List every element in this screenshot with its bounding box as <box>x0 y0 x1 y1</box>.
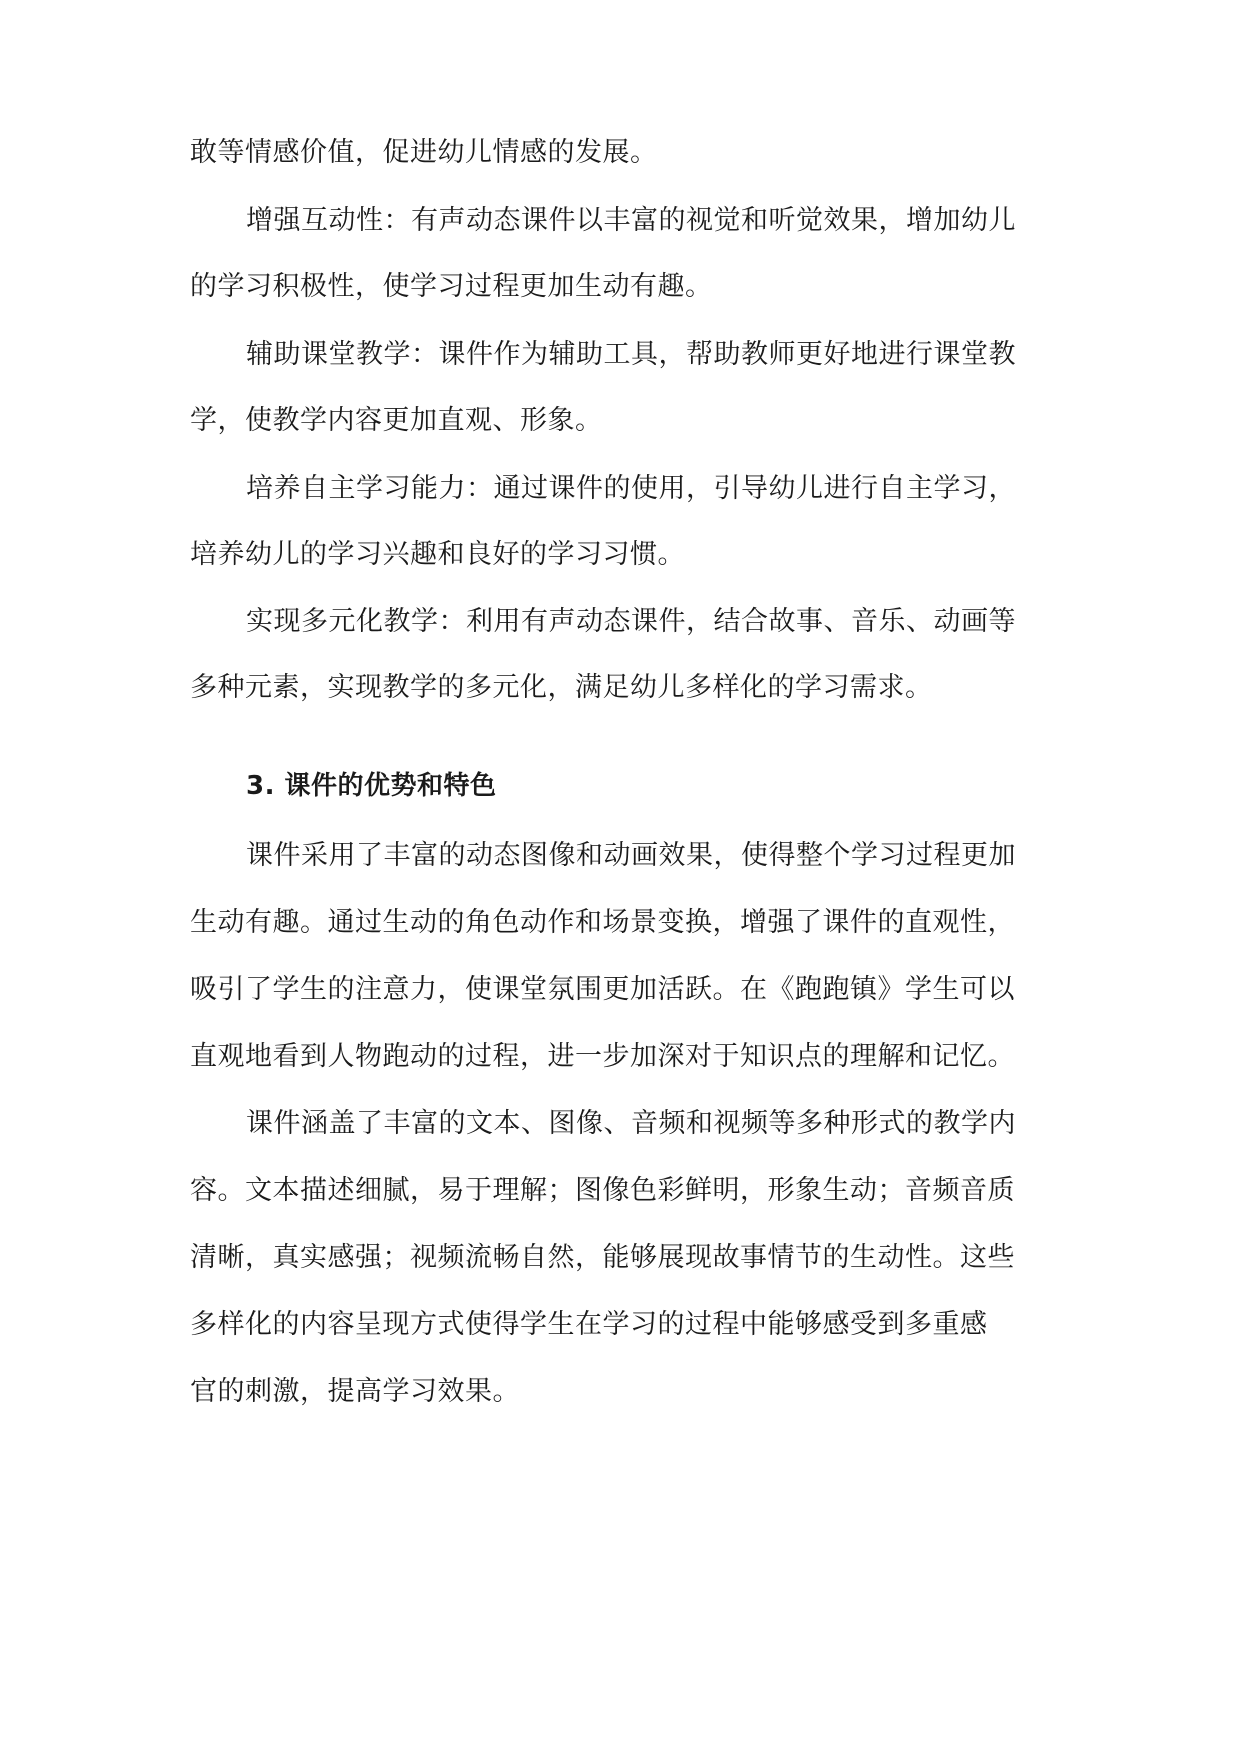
paragraph-line: 实现多元化教学：利用有声动态课件，结合故事、音乐、动画等 <box>246 606 1016 637</box>
paragraph-line: 多样化的内容呈现方式使得学生在学习的过程中能够感受到多重感 <box>190 1309 988 1340</box>
paragraph-line: 的学习积极性，使学习过程更加生动有趣。 <box>190 271 713 302</box>
paragraph-line: 官的刺激，提高学习效果。 <box>190 1376 520 1407</box>
paragraph-line: 学，使教学内容更加直观、形象。 <box>190 405 603 436</box>
paragraph-line: 课件涵盖了丰富的文本、图像、音频和视频等多种形式的教学内 <box>246 1108 1016 1139</box>
paragraph-line: 辅助课堂教学：课件作为辅助工具，帮助教师更好地进行课堂教 <box>246 339 1016 370</box>
paragraph-line: 直观地看到人物跑动的过程，进一步加深对于知识点的理解和记忆。 <box>190 1041 1015 1072</box>
paragraph-line: 培养自主学习能力：通过课件的使用，引导幼儿进行自主学习， <box>246 473 1016 504</box>
paragraph-line: 容。文本描述细腻，易于理解；图像色彩鲜明，形象生动；音频音质 <box>190 1175 1015 1206</box>
paragraph-line: 培养幼儿的学习兴趣和良好的学习习惯。 <box>190 539 685 570</box>
paragraph-line: 课件采用了丰富的动态图像和动画效果，使得整个学习过程更加 <box>246 840 1016 871</box>
section-heading: 3. 课件的优势和特色 <box>246 771 497 801</box>
paragraph-line: 多种元素，实现教学的多元化，满足幼儿多样化的学习需求。 <box>190 672 933 703</box>
paragraph-line: 增强互动性：有声动态课件以丰富的视觉和听觉效果，增加幼儿 <box>246 205 1016 236</box>
paragraph-line: 生动有趣。通过生动的角色动作和场景变换，增强了课件的直观性， <box>190 907 1015 938</box>
paragraph-line: 吸引了学生的注意力，使课堂氛围更加活跃。在《跑跑镇》学生可以 <box>190 974 1015 1005</box>
paragraph-line: 清晰，真实感强；视频流畅自然，能够展现故事情节的生动性。这些 <box>190 1242 1015 1273</box>
paragraph-line: 敢等情感价值，促进幼儿情感的发展。 <box>190 137 658 168</box>
